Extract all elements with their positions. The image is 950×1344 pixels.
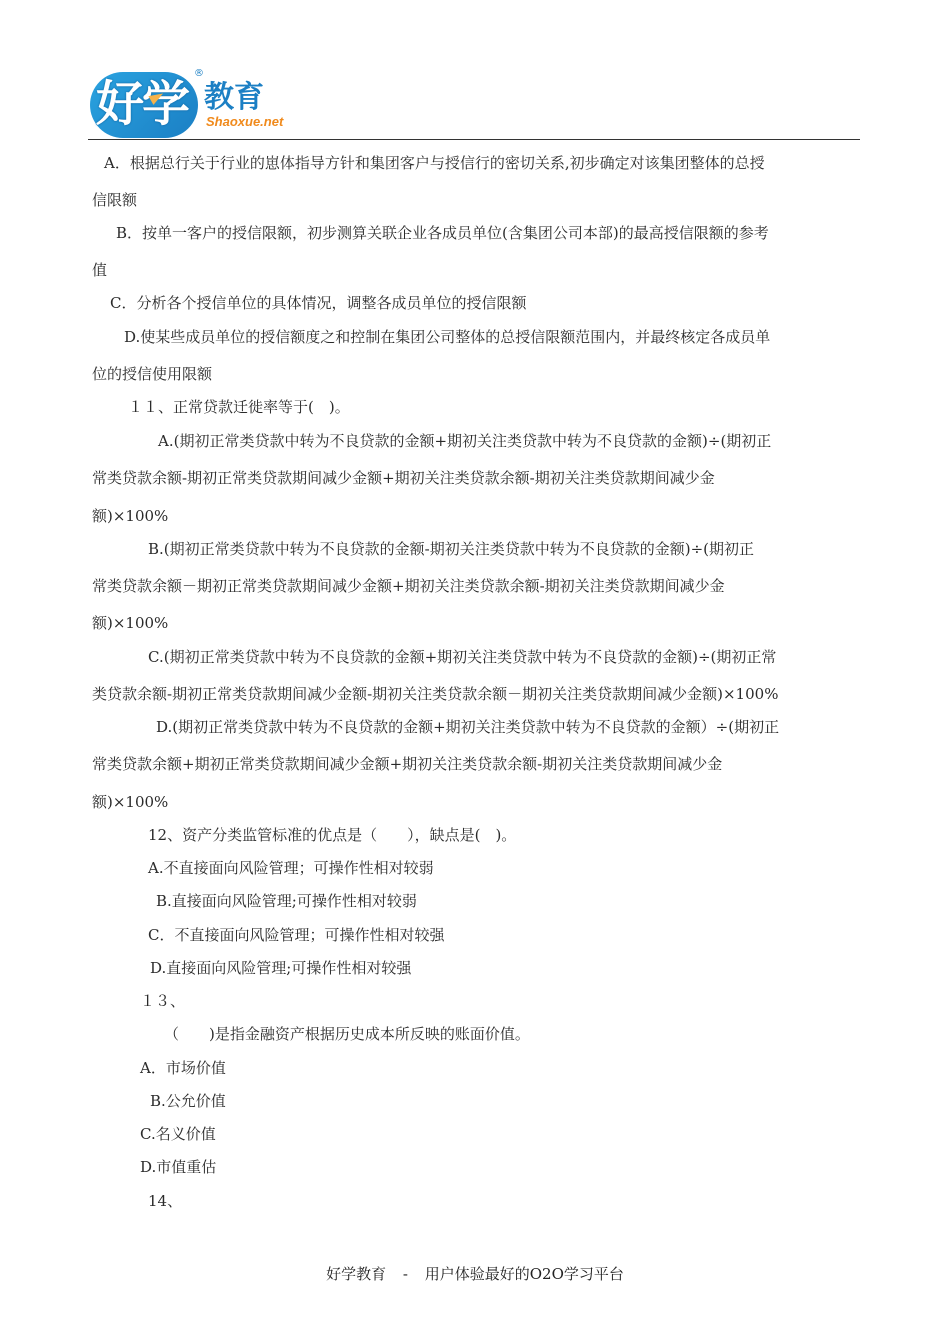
q13-option-c: C.名义价值 — [140, 1125, 216, 1143]
option-b-line1: B．按单一客户的授信限额，初步测算关联企业各成员单位(含集团公司本部)的最高授信限额的参考 — [116, 224, 769, 242]
footer-brand: 好学教育 — [326, 1265, 387, 1283]
q11-option-d-line1: D.(期初正常类贷款中转为不良贷款的金额+期初关注类贷款中转为不良贷款的金额）÷(期初正 — [156, 718, 780, 736]
q11-option-b-line1: B.(期初正常类贷款中转为不良贷款的金额-期初关注类贷款中转为不良贷款的金额)÷(期初正 — [148, 540, 754, 558]
q11-option-a-line2: 常类贷款余额-期初正常类贷款期间减少金额+期初关注类贷款余额-期初关注类贷款期间减少金 — [92, 469, 715, 487]
q11-option-b-line3: 额)×100% — [92, 614, 169, 632]
q11-option-d-line2: 常类贷款余额+期初正常类贷款期间减少金额+期初关注类贷款余额-期初关注类贷款期间减少金 — [92, 755, 723, 773]
question-11: １１、正常贷款迁徙率等于( )。 — [128, 398, 350, 416]
option-d-line2: 位的授信使用限额 — [92, 365, 213, 383]
q11-option-c-line1: C.(期初正常类贷款中转为不良贷款的金额+期初关注类贷款中转为不良贷款的金额)÷(期初正常 — [148, 648, 777, 666]
option-d-line1: D.使某些成员单位的授信额度之和控制在集团公司整体的总授信限额范围内，并最终核定各成员单 — [124, 328, 771, 346]
option-a-line2: 信限额 — [92, 191, 138, 209]
header-divider — [88, 139, 860, 140]
logo-sub-text: 教育 — [204, 80, 264, 115]
footer-separator: - — [402, 1265, 408, 1283]
q11-option-b-line2: 常类贷款余额－期初正常类贷款期间减少金额+期初关注类贷款余额-期初关注类贷款期间减少金 — [92, 577, 725, 595]
footer-slogan: 用户体验最好的O2O学习平台 — [424, 1265, 624, 1283]
registered-mark: ® — [194, 68, 204, 79]
question-13-number: １３、 — [140, 992, 186, 1010]
option-c-line1: C．分析各个授信单位的具体情况，调整各成员单位的授信限额 — [110, 294, 527, 312]
logo-domain: Shaoxue.net — [206, 114, 284, 129]
logo-main-text: 好学 — [96, 76, 189, 132]
q12-option-c: C．不直接面向风险管理；可操作性相对较强 — [148, 926, 445, 944]
q13-option-b: B.公允价值 — [150, 1092, 226, 1110]
q11-option-a-line1: A.(期初正常类贷款中转为不良贷款的金额+期初关注类贷款中转为不良贷款的金额)÷(期初正 — [158, 432, 772, 450]
option-a-line1: A．根据总行关于行业的崽体指导方针和集团客户与授信行的密切关系,初步确定对该集团整体的总授 — [104, 154, 765, 172]
question-12: 12、资产分类监管标准的优点是（ ），缺点是( )。 — [148, 826, 517, 844]
q12-option-a: A.不直接面向风险管理；可操作性相对较弱 — [148, 859, 434, 877]
question-14-number: 14、 — [148, 1192, 183, 1210]
q13-option-d: D.市值重估 — [140, 1158, 217, 1176]
q12-option-d: D.直接面向风险管理;可操作性相对较强 — [150, 959, 412, 977]
q11-option-d-line3: 额)×100% — [92, 793, 169, 811]
q11-option-c-line2: 类贷款余额-期初正常类贷款期间减少金额-期初关注类贷款余额－期初关注类贷款期间减少金额)×100% — [92, 685, 779, 703]
option-b-line2: 值 — [92, 261, 108, 279]
q11-option-a-line3: 额)×100% — [92, 507, 169, 525]
q12-option-b: B.直接面向风险管理;可操作性相对较弱 — [156, 892, 417, 910]
logo — [88, 62, 298, 140]
question-13-text: （ )是指金融资产根据历史成本所反映的账面价值。 — [164, 1025, 530, 1043]
page-footer — [0, 1263, 950, 1284]
q13-option-a: A．市场价值 — [140, 1059, 226, 1077]
page-header — [88, 62, 860, 140]
